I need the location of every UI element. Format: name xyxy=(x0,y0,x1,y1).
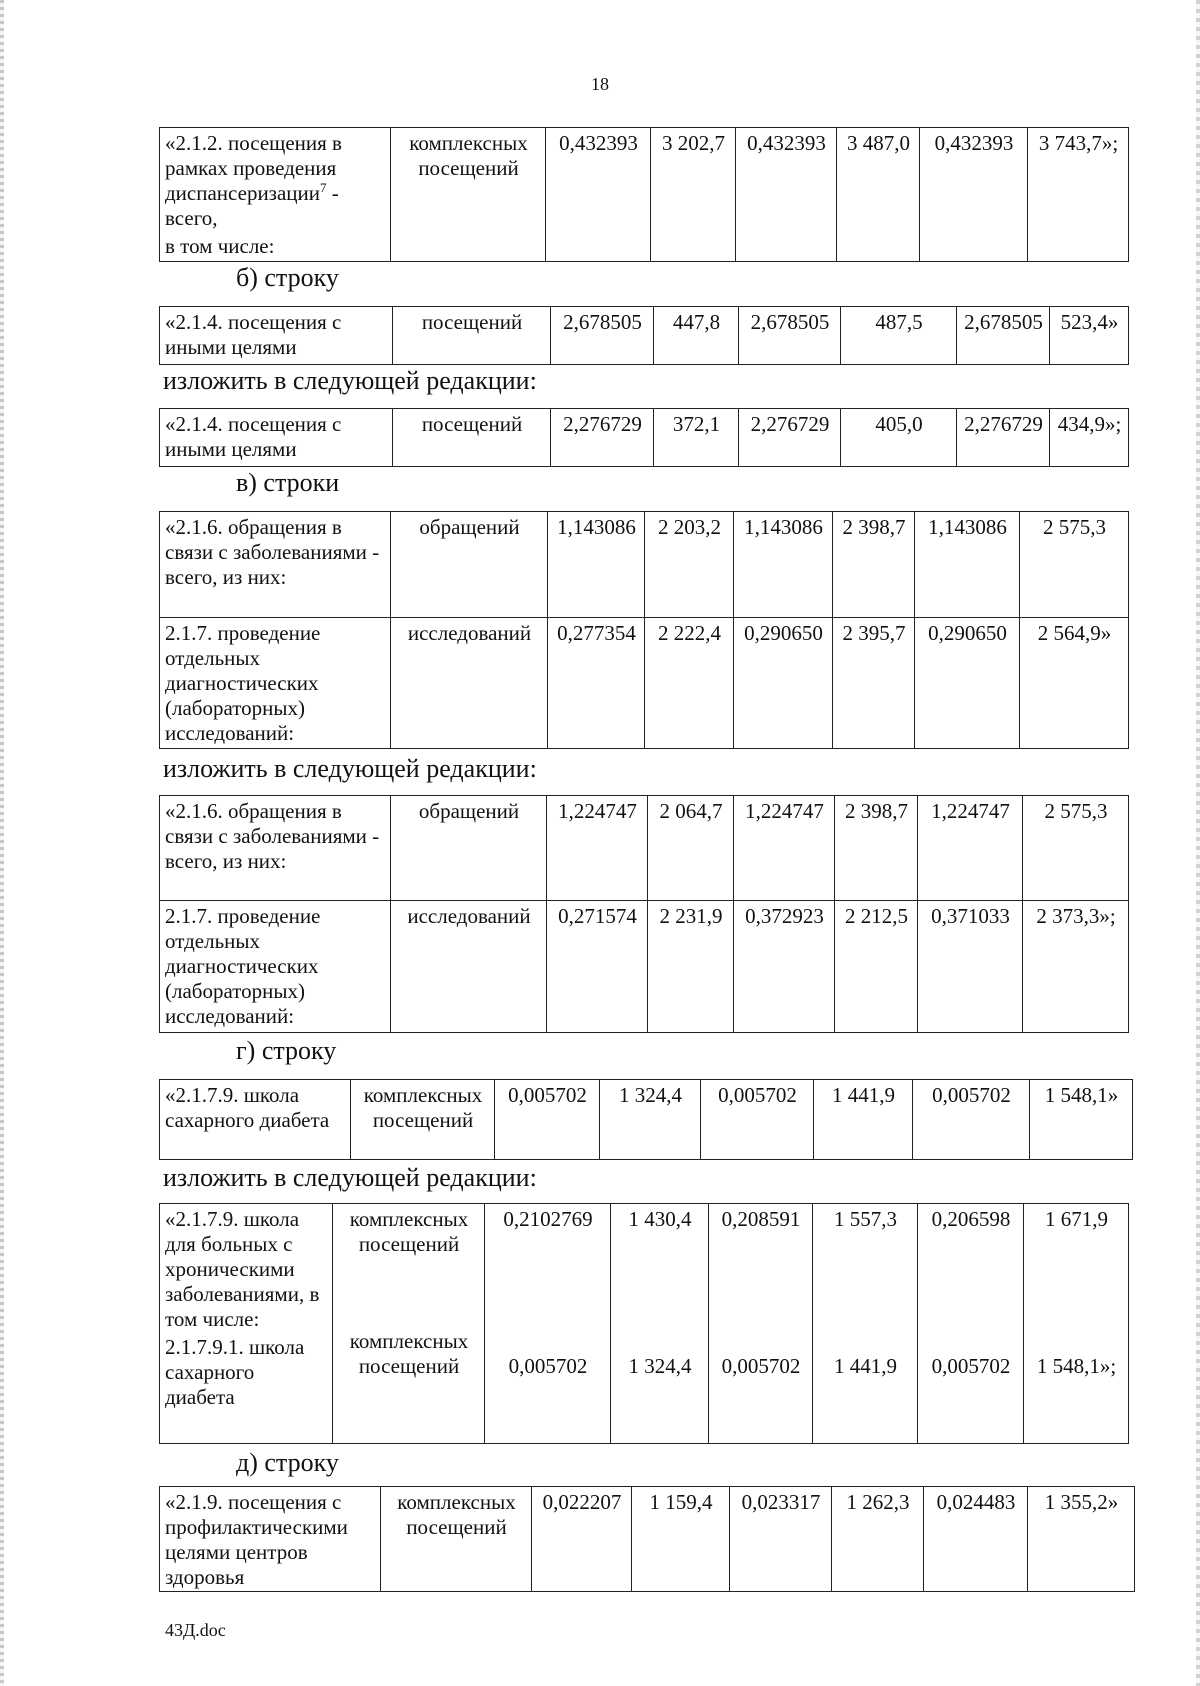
value: 0,005702 xyxy=(721,1354,801,1378)
value: 1 441,9 xyxy=(834,1354,897,1378)
value-cell: 2,276729 xyxy=(551,409,654,467)
instruction-b: б) строку xyxy=(236,263,339,292)
row-name-cell xyxy=(160,1204,333,1444)
unit-cell xyxy=(333,1204,485,1444)
row-name: «2.1.6. обращения в связи с заболеваниями - всего, из них: xyxy=(160,512,391,618)
table-row xyxy=(160,796,1129,901)
row-name: 2.1.7.9.1. школа сахарного диабета xyxy=(165,1335,305,1409)
value-cell: 2 398,7 xyxy=(835,796,918,901)
value-cell: 1,143086 xyxy=(548,512,645,618)
value-cell: 0,290650 xyxy=(734,618,833,749)
instruction-g: г) строку xyxy=(236,1036,337,1065)
scan-edge-left xyxy=(0,0,4,1686)
unit-cell: исследований xyxy=(391,618,548,749)
unit-cell: обращений xyxy=(391,512,548,618)
unit-cell: посещений xyxy=(393,307,551,365)
instruction-d: д) строку xyxy=(236,1448,339,1477)
value-cell: 434,9»; xyxy=(1050,409,1129,467)
value-cell: 0,023317 xyxy=(730,1487,832,1592)
table-2-1-2 xyxy=(159,127,1129,262)
value-cell: 1 355,2» xyxy=(1028,1487,1135,1592)
value-cell: 487,5 xyxy=(841,307,957,365)
value-cell: 0,432393 xyxy=(546,128,651,262)
value-cell: 0,432393 xyxy=(736,128,837,262)
unit-cell: обращений xyxy=(391,796,547,901)
value-cell: 3 202,7 xyxy=(651,128,736,262)
table-2-1-9-old xyxy=(159,1486,1135,1592)
table-row xyxy=(160,1204,1129,1444)
table-2-1-4-new xyxy=(159,408,1129,467)
instruction-edit: изложить в следующей редакции: xyxy=(163,1163,537,1192)
value-cell: 0,277354 xyxy=(548,618,645,749)
value-cell: 1 159,4 xyxy=(632,1487,730,1592)
row-name-cell xyxy=(160,128,391,262)
value-cell xyxy=(813,1204,918,1444)
value: 0,005702 xyxy=(931,1354,1011,1378)
value: 0,208591 xyxy=(721,1207,801,1231)
value-cell: 0,024483 xyxy=(924,1487,1028,1592)
value-cell: 3 743,7»; xyxy=(1028,128,1129,262)
value-cell: 1,224747 xyxy=(918,796,1023,901)
value-cell: 1 324,4 xyxy=(600,1080,701,1160)
value-cell: 2,678505 xyxy=(957,307,1050,365)
row-name: «2.1.9. посещения с профилактическими целями центров здоровья xyxy=(160,1487,381,1592)
row-name: «2.1.7.9. школа сахарного диабета xyxy=(160,1080,351,1160)
table-2-1-4-old xyxy=(159,306,1129,365)
table-2-1-7-9-new xyxy=(159,1203,1129,1444)
row-name-tail: - всего, xyxy=(165,181,339,230)
value-cell: 1 548,1» xyxy=(1030,1080,1133,1160)
value-cell: 2 575,3 xyxy=(1020,512,1129,618)
table-2-1-6-new xyxy=(159,795,1129,1033)
unit-cell: комплексных посещений xyxy=(351,1080,495,1160)
row-name: 2.1.7. проведение отдельных диагностических (лабораторных) исследований: xyxy=(160,618,391,749)
unit-cell: комплексных посещений xyxy=(391,128,546,262)
value-cell: 372,1 xyxy=(654,409,739,467)
value-cell: 0,005702 xyxy=(913,1080,1030,1160)
value: 0,005702 xyxy=(508,1354,588,1378)
value-cell: 0,372923 xyxy=(734,901,835,1033)
unit-cell: посещений xyxy=(393,409,551,467)
row-name: «2.1.6. обращения в связи с заболеваниями - всего, из них: xyxy=(160,796,391,901)
row-name: «2.1.4. посещения с иными целями xyxy=(160,409,393,467)
value-cell: 1,224747 xyxy=(734,796,835,901)
value-cell: 447,8 xyxy=(654,307,739,365)
document-filename: 43Д.doc xyxy=(165,1620,226,1640)
value-cell: 2,276729 xyxy=(957,409,1050,467)
row-name: «2.1.7.9. школа для больных с хроническими заболеваниями, в том числе: xyxy=(165,1207,320,1331)
table-row xyxy=(160,307,1129,365)
value-cell: 2 373,3»; xyxy=(1023,901,1129,1033)
value: 1 557,3 xyxy=(834,1207,897,1231)
value-cell: 1,143086 xyxy=(915,512,1020,618)
table-2-1-6-old xyxy=(159,511,1129,749)
value-cell xyxy=(1024,1204,1129,1444)
value-cell: 1 441,9 xyxy=(814,1080,913,1160)
table-row xyxy=(160,1080,1133,1160)
table-2-1-7-9-old xyxy=(159,1079,1133,1160)
value-cell: 0,290650 xyxy=(915,618,1020,749)
value-cell: 2 212,5 xyxy=(835,901,918,1033)
value-cell: 0,271574 xyxy=(547,901,648,1033)
table-row xyxy=(160,1487,1135,1592)
value: 1 548,1»; xyxy=(1036,1354,1117,1378)
unit-cell: комплексных посещений xyxy=(381,1487,532,1592)
value-cell: 523,4» xyxy=(1050,307,1129,365)
value-cell: 0,432393 xyxy=(920,128,1028,262)
row-name: 2.1.7. проведение отдельных диагностических (лабораторных) исследований: xyxy=(160,901,391,1033)
value-cell: 2 398,7 xyxy=(833,512,915,618)
value-cell: 2 222,4 xyxy=(645,618,734,749)
value-cell: 0,005702 xyxy=(701,1080,814,1160)
value-cell: 3 487,0 xyxy=(837,128,920,262)
value-cell: 405,0 xyxy=(841,409,957,467)
value-cell: 2 575,3 xyxy=(1023,796,1129,901)
table-row xyxy=(160,901,1129,1033)
value-cell: 0,005702 xyxy=(495,1080,600,1160)
value-cell: 2 564,9» xyxy=(1020,618,1129,749)
value-cell: 2 395,7 xyxy=(833,618,915,749)
value-cell: 0,371033 xyxy=(918,901,1023,1033)
scan-edge-right xyxy=(1196,0,1200,1686)
value-cell: 2,678505 xyxy=(551,307,654,365)
value: 1 671,9 xyxy=(1045,1207,1108,1231)
row-name: «2.1.4. посещения с иными целями xyxy=(160,307,393,365)
value: 0,2102769 xyxy=(503,1207,593,1231)
value-cell xyxy=(918,1204,1024,1444)
value-cell: 2 203,2 xyxy=(645,512,734,618)
value-cell xyxy=(709,1204,813,1444)
value-cell xyxy=(485,1204,611,1444)
instruction-edit: изложить в следующей редакции: xyxy=(163,366,537,395)
footnote-mark: 7 xyxy=(320,180,327,195)
page-number: 18 xyxy=(591,74,609,94)
value-cell: 2,678505 xyxy=(739,307,841,365)
value-cell: 1,224747 xyxy=(547,796,648,901)
value-cell: 1 262,3 xyxy=(832,1487,924,1592)
value-cell: 2 231,9 xyxy=(648,901,734,1033)
value-cell: 2,276729 xyxy=(739,409,841,467)
table-row xyxy=(160,512,1129,618)
value: 0,206598 xyxy=(931,1207,1011,1231)
value: 1 430,4 xyxy=(628,1207,692,1231)
table-row xyxy=(160,409,1129,467)
row-name-last: в том числе: xyxy=(165,234,275,258)
unit-label: комплексных посещений xyxy=(349,1207,469,1256)
table-row xyxy=(160,128,1129,262)
unit-label: комплексных посещений xyxy=(349,1329,469,1378)
instruction-edit: изложить в следующей редакции: xyxy=(163,754,537,783)
unit-cell: исследований xyxy=(391,901,547,1033)
value-cell xyxy=(611,1204,709,1444)
value-cell: 0,022207 xyxy=(532,1487,632,1592)
value-cell: 2 064,7 xyxy=(648,796,734,901)
row-name: «2.1.2. посещения в рамках проведения диспансеризации xyxy=(165,131,342,205)
value-cell: 1,143086 xyxy=(734,512,833,618)
table-row xyxy=(160,618,1129,749)
value: 1 324,4 xyxy=(628,1354,692,1378)
instruction-v: в) строки xyxy=(236,468,340,497)
